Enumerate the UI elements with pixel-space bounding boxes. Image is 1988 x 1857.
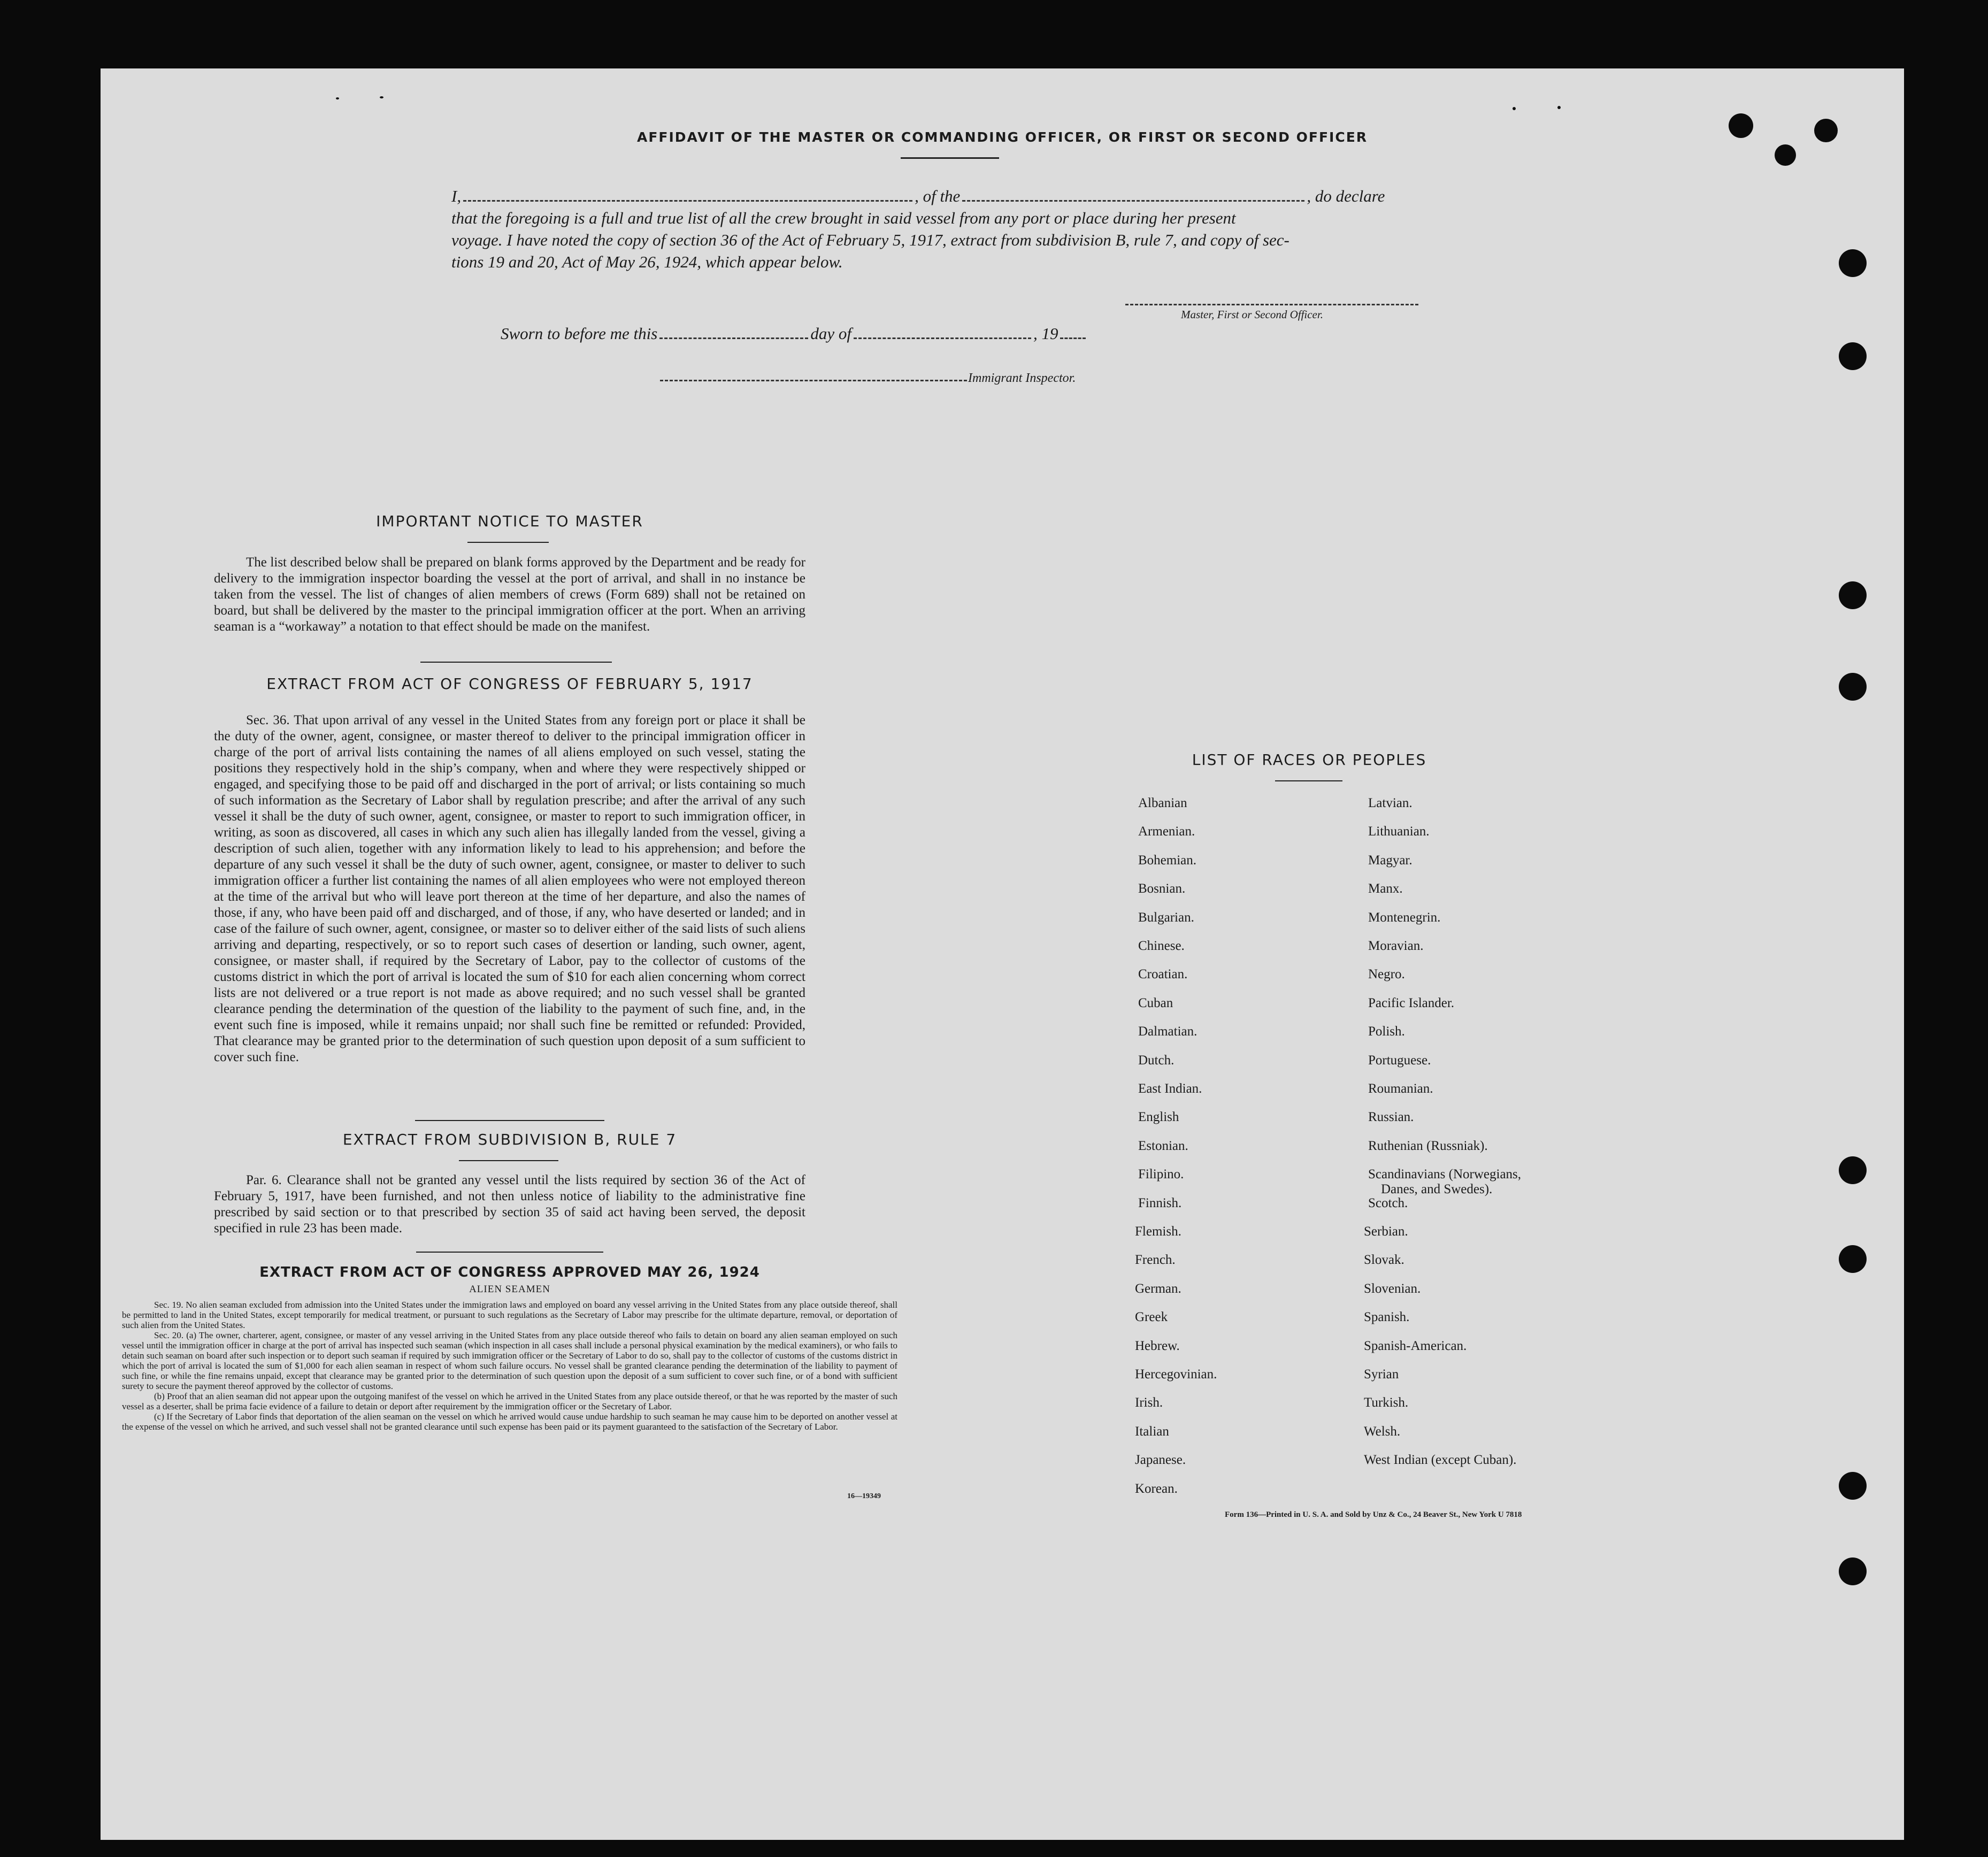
- sec-20a-text: Sec. 20. (a) The owner, charterer, agent, consignee, or master of any vessel arriving in the United States from any place outside thereof who fails to detain on board any alien seaman employed on such vessel until the immigration officer in charge at the port of arrival has inspected such seaman (which inspection in all cases shall include a personal physical examination by the medical examiners), or who fails to detain such seaman on board after such inspection or to deport such seaman if required by such immigration officer or the Secretary of Labor to do so, shall pay to the collector of customs of the customs district in which the port of arrival is located the sum of $1,000 for each alien seaman in respect of whom such failure occurs. No vessel shall be granted clearance pending the determination of the liability to payment of such fine, or while the fine remains unpaid, except that clearance may be granted prior to the determination of such question upon the deposit of a sum sufficient to cover such fine, or of a bond with sufficient surety to secure the payment thereof approved by the collector of customs.: [122, 1330, 897, 1391]
- race-item: Pacific Islander.: [1368, 995, 1455, 1010]
- race-item: Russian.: [1368, 1110, 1414, 1125]
- declaration-line: tions 19 and 20, Act of May 26, 1924, which appear below.: [451, 252, 843, 271]
- divider: [420, 662, 612, 663]
- race-item: Estonian.: [1138, 1138, 1188, 1153]
- race-item: Cuban: [1138, 995, 1173, 1010]
- race-item: Armenian.: [1138, 824, 1195, 839]
- sworn-line: [501, 324, 1086, 343]
- binder-hole: [1839, 249, 1867, 277]
- sec-20b-text: (b) Proof that an alien seaman did not appear upon the outgoing manifest of the vessel on which he arrived in the United States from any place outside thereof, or that he was reported by the master of such vessel as a deserter, shall be prima facie evidence of a failure to detain or deport after requirement by the immigration officer or the Secretary of Labor.: [122, 1391, 897, 1411]
- race-item: Manx.: [1368, 881, 1403, 896]
- race-item: Dutch.: [1138, 1053, 1175, 1068]
- binder-hole: [1839, 1472, 1867, 1500]
- extract-1917-body: Sec. 36. That upon arrival of any vessel in the United States from any foreign port or place it shall be the duty of the owner, agent, consignee, or master thereof to deliver to the principal immigration officer in charge of the port of arrival lists containing the names of all aliens employed on such vessel, stating the positions they respectively hold in the ship’s company, when and where they were respectively shipped or engaged, and specifying those to be paid off and discharged in the port of arrival; or lists containing so much of such information as the Secretary of Labor shall by regulation prescribe; and after the arrival of any such vessel it shall be the duty of such owner, agent, consignee, or master to report to such immigration officer, in writing, as soon as discovered, all cases in which any such alien has illegally landed from the vessel, giving a description of such alien, together with any information likely to lead to his apprehension; and before the departure of any such vessel it shall be the duty of such owner, agent, consignee, or master to deliver to such immigration officer a further list containing the names of all alien employees who were not employed thereon at the time of the arrival but who will leave port thereon at the time of her departure, and also the names of those, if any, who have been paid off and discharged, and of those, if any, who have deserted or landed; and in case of the failure of such owner, agent, consignee, or master so to deliver either of the said lists of such aliens arriving and departing, respectively, or so to report such cases of desertion or landing, such owner, agent, consignee, or master shall, if required by the Secretary of Labor, pay to the collector of customs of the customs district in which the port of arrival is located the sum of $10 for each alien concerning whom correct lists are not delivered or a true report is not made as above required; and no such vessel shall be granted clearance pending the determination of the question of the liability to the payment of such fine, and, in the event such fine is imposed, while it remains unpaid; nor shall such fine be remitted or refunded: Provided, That clearance may be granted prior to the determination of such question upon deposit of a sum sufficient to cover such fine.: [214, 713, 805, 1064]
- race-item: Negro.: [1368, 967, 1405, 982]
- extract-1924-body: [122, 1300, 897, 1432]
- race-item: Dalmatian.: [1138, 1024, 1198, 1039]
- day-of-label: day of: [810, 324, 851, 343]
- race-item: Slovenian.: [1364, 1281, 1421, 1296]
- master-signature-line[interactable]: [1125, 304, 1418, 305]
- race-item: Italian: [1135, 1424, 1169, 1439]
- race-item: Danes, and Swedes).: [1381, 1182, 1493, 1197]
- race-item: Hebrew.: [1135, 1338, 1180, 1353]
- year-blank[interactable]: [1060, 337, 1086, 339]
- race-item: Spanish.: [1364, 1310, 1410, 1325]
- race-item: Scotch.: [1368, 1195, 1408, 1210]
- divider: [415, 1120, 604, 1121]
- race-item: Ruthenian (Russniak).: [1368, 1138, 1488, 1153]
- race-item: Japanese.: [1135, 1453, 1186, 1468]
- race-item: Magyar.: [1368, 853, 1413, 868]
- inspector-label: Immigrant Inspector.: [968, 371, 1076, 385]
- race-item: West Indian (except Cuban).: [1364, 1453, 1517, 1468]
- rule-7-title: EXTRACT FROM SUBDIVISION B, RULE 7: [342, 1131, 677, 1148]
- printer-note: Form 136—Printed in U. S. A. and Sold by Unz & Co., 24 Beaver St., New York U 7818: [1225, 1510, 1522, 1519]
- binder-hole: [1839, 342, 1867, 370]
- divider: [901, 157, 999, 159]
- race-item: Spanish-American.: [1364, 1338, 1467, 1353]
- divider: [1275, 780, 1342, 781]
- binder-hole: [1839, 581, 1867, 609]
- race-item: Lithuanian.: [1368, 824, 1430, 839]
- declaration-line: voyage. I have noted the copy of section 36 of the Act of February 5, 1917, extract from subdivision B, rule 7, and copy of sec-: [451, 231, 1289, 249]
- form-number: 16—19349: [847, 1492, 881, 1500]
- race-item: East Indian.: [1138, 1081, 1202, 1096]
- divider: [459, 1160, 558, 1161]
- race-item: Moravian.: [1368, 939, 1424, 953]
- race-item: Syrian: [1364, 1367, 1399, 1382]
- binder-hole: [1839, 1156, 1867, 1184]
- race-item: Welsh.: [1364, 1424, 1401, 1439]
- race-item: Roumanian.: [1368, 1081, 1433, 1096]
- extract-1917-title: EXTRACT FROM ACT OF CONGRESS OF FEBRUARY 5, 1917: [266, 675, 753, 693]
- speck: [1557, 106, 1561, 109]
- name-blank[interactable]: [463, 200, 912, 202]
- notice-body: The list described below shall be prepared on blank forms approved by the Department and be ready for delivery to the immigration inspector boarding the vessel at the port of arrival, and shall in no instance be taken from the vessel. The list of changes of alien members of crews (Form 689) shall not be retained on board, but shall be delivered by the master to the principal immigration officer at the port. When an arriving seaman is a “workaway” a notation to that effect should be made on the manifest.: [214, 555, 805, 634]
- rule-7-body: Par. 6. Clearance shall not be granted any vessel until the lists required by section 36 of the Act of February 5, 1917, have been furnished, and not then unless notice of liability to the administrative fine prescribed by said section or to that prescribed by section 35 of said act having been served, the deposit specified in rule 23 has been made.: [214, 1173, 805, 1236]
- speck: [336, 97, 339, 99]
- binder-hole: [1775, 144, 1796, 166]
- form-page: [101, 68, 1904, 1840]
- speck: [1513, 107, 1516, 110]
- sworn-prefix: Sworn to before me this: [501, 324, 658, 343]
- race-item: Hercegovinian.: [1135, 1367, 1217, 1382]
- binder-hole: [1839, 1557, 1867, 1585]
- race-item: Filipino.: [1138, 1167, 1184, 1182]
- race-item: Flemish.: [1135, 1224, 1181, 1239]
- race-item: Montenegrin.: [1368, 910, 1441, 925]
- race-item: Slovak.: [1364, 1253, 1404, 1268]
- race-item: German.: [1135, 1281, 1181, 1296]
- declaration-text: [451, 185, 1554, 273]
- affidavit-title: AFFIDAVIT OF THE MASTER OR COMMANDING OFFICER, OR FIRST OR SECOND OFFICER: [636, 129, 1368, 145]
- sec-19-text: Sec. 19. No alien seaman excluded from admission into the United States under the immigration laws and employed on board any vessel arriving in the United States from any place outside thereof, shall be permitted to land in the United States, except temporarily for medical treatment, or pursuant to such regulations as the Secretary of Labor may prescribe for the ultimate departure, removal, or deportation of such alien from the United States.: [122, 1300, 897, 1330]
- race-item: Greek: [1135, 1310, 1168, 1325]
- divider: [467, 542, 549, 543]
- race-item: Chinese.: [1138, 939, 1185, 953]
- race-item: French.: [1135, 1253, 1176, 1268]
- speck: [380, 96, 383, 98]
- race-item: Polish.: [1368, 1024, 1405, 1039]
- of-the-label: , of the: [915, 187, 961, 205]
- race-item: Portuguese.: [1368, 1053, 1431, 1068]
- race-item: Scandinavians (Norwegians,: [1368, 1167, 1522, 1182]
- declare-label: , do declare: [1307, 187, 1385, 205]
- race-item: Bosnian.: [1138, 881, 1186, 896]
- binder-hole: [1839, 1245, 1867, 1273]
- race-item: Finnish.: [1138, 1195, 1182, 1210]
- divider: [416, 1252, 603, 1253]
- i-label: I,: [451, 187, 462, 205]
- master-signature-label: Master, First or Second Officer.: [1181, 308, 1323, 321]
- extract-1924-title: EXTRACT FROM ACT OF CONGRESS APPROVED MAY 26, 1924: [259, 1264, 760, 1280]
- race-item: Bulgarian.: [1138, 910, 1194, 925]
- race-item: Albanian: [1138, 796, 1187, 810]
- sec-20c-text: (c) If the Secretary of Labor finds that deportation of the alien seaman on the vessel on which he arrived would cause undue hardship to such seaman he may cause him to be deported on another vessel at the expense of the vessel on which he arrived, and such vessel shall not be granted clearance until such expense has been paid or its payment guaranteed to the satisfaction of the Secretary of Labor.: [122, 1411, 897, 1432]
- race-item: Bohemian.: [1138, 853, 1197, 868]
- race-item: Latvian.: [1368, 796, 1413, 810]
- year-label: , 19: [1033, 324, 1058, 343]
- binder-hole: [1839, 673, 1867, 701]
- race-item: Korean.: [1135, 1481, 1178, 1496]
- race-item: Irish.: [1135, 1395, 1163, 1410]
- day-blank[interactable]: [659, 337, 808, 339]
- race-item: Turkish.: [1364, 1395, 1409, 1410]
- races-title: LIST OF RACES OR PEOPLES: [1192, 751, 1427, 769]
- declaration-line: that the foregoing is a full and true list of all the crew brought in said vessel from any port or place during her present: [451, 209, 1236, 227]
- month-blank[interactable]: [854, 337, 1031, 339]
- inspector-signature-line[interactable]: [660, 380, 967, 381]
- extract-1924-subtitle: ALIEN SEAMEN: [469, 1284, 550, 1295]
- race-item: English: [1138, 1110, 1179, 1125]
- notice-title: IMPORTANT NOTICE TO MASTER: [376, 512, 643, 530]
- race-item: Croatian.: [1138, 967, 1188, 982]
- race-item: Serbian.: [1364, 1224, 1408, 1239]
- vessel-blank[interactable]: [962, 200, 1304, 202]
